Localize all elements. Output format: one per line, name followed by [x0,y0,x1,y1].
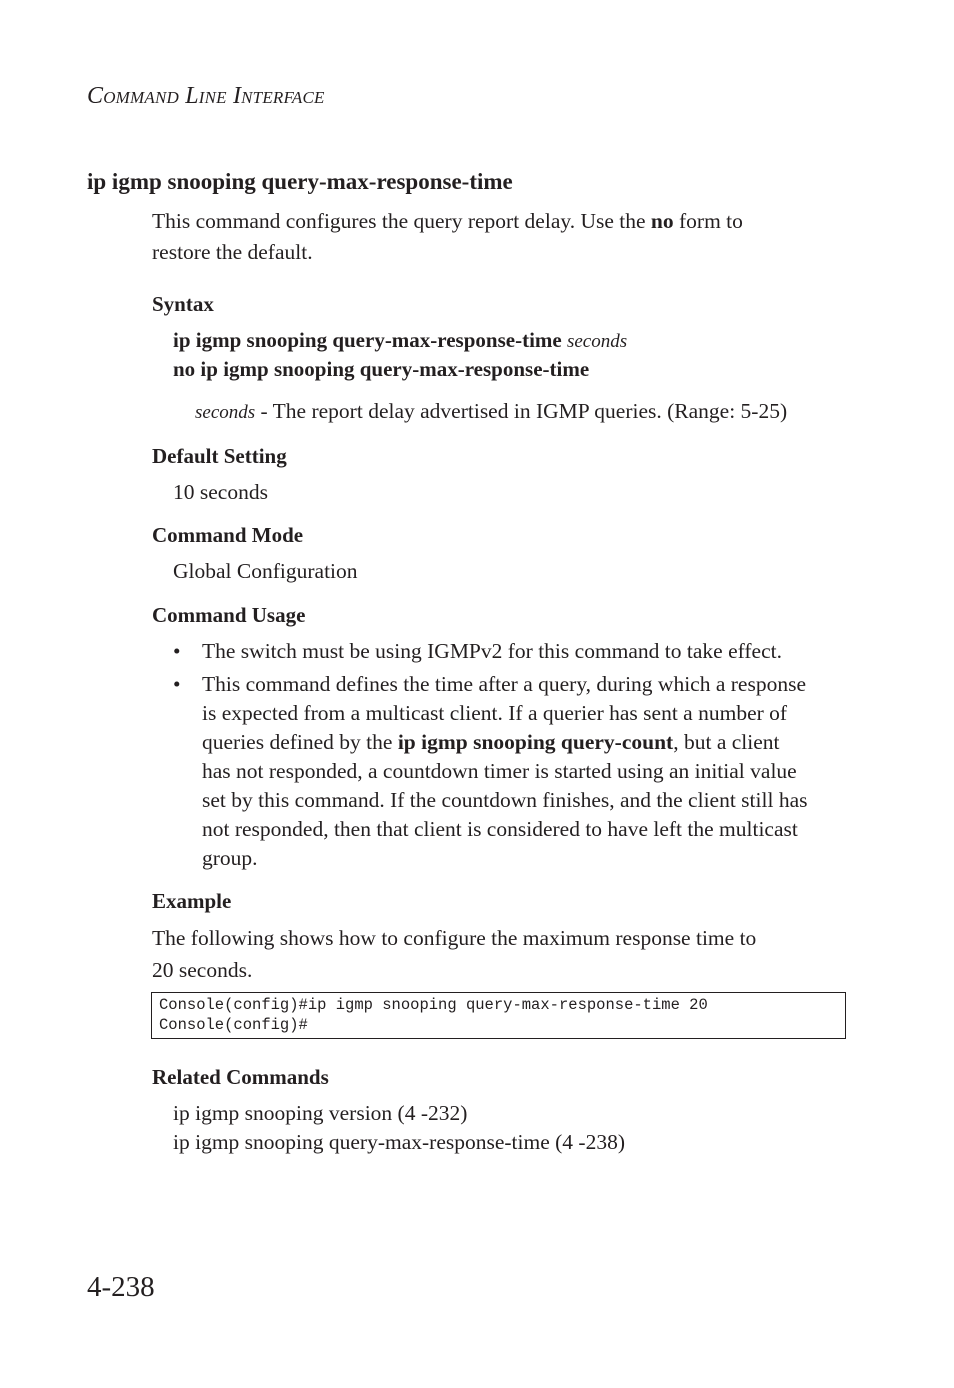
bullet-text: The switch must be using IGMPv2 for this command to take effect. [202,639,782,663]
default-setting-value: 10 seconds [173,480,268,504]
code-example-box [151,992,846,1039]
description-line-1 [152,206,743,236]
syntax-parameter: seconds [566,331,628,352]
command-mode-value: Global Configuration [173,559,358,583]
syntax-heading: Syntax [152,292,214,316]
running-header: Command Line Interface [87,83,325,109]
parameter-text: - The report delay advertised in IGMP queries. (Range: 5-25) [255,399,788,423]
command-usage-list [173,637,848,873]
bullet-text: This command defines the time after a query, during which a response [202,672,806,696]
command-usage-heading: Command Usage [152,603,306,627]
list-item [173,637,848,666]
syntax-line-2: no ip igmp snooping query-max-response-time [173,357,590,381]
description-text: form to [673,209,743,233]
related-command-item: ip igmp snooping version (4 -232) [173,1101,468,1125]
bullet-icon: • [173,672,181,696]
related-commands-heading: Related Commands [152,1065,329,1089]
example-text-line-1: The following shows how to configure the maximum response time to [152,926,757,950]
parameter-description [195,399,787,424]
page-number: 4-238 [87,1271,155,1303]
bullet-text: not responded, then that client is considered to have left the multicast [202,817,798,841]
example-heading: Example [152,889,232,913]
parameter-name: seconds [195,402,256,423]
code-line: Console(config)# [159,1016,308,1034]
bullet-text: has not responded, a countdown timer is started using an initial value [202,759,797,783]
bullet-text: queries defined by the [202,730,398,754]
syntax-command: ip igmp snooping query-max-response-time [173,328,562,352]
description-text: This command configures the query report delay. Use the [152,209,651,233]
no-keyword: no [650,209,674,233]
command-title: ip igmp snooping query-max-response-time [87,169,513,194]
bullet-icon: • [173,639,181,663]
description-line-2: restore the default. [152,240,313,264]
bullet-text: , but a client [673,730,780,754]
related-command-item: ip igmp snooping query-max-response-time (4 -238) [173,1130,626,1154]
bullet-text: group. [202,846,258,870]
list-item [173,670,848,873]
default-setting-heading: Default Setting [152,444,287,468]
bullet-text-line [202,728,848,757]
example-text-line-2: 20 seconds. [152,958,253,982]
command-reference: ip igmp snooping query-count [397,730,674,754]
command-mode-heading: Command Mode [152,523,304,547]
code-line: Console(config)#ip igmp snooping query-max-response-time 20 [159,996,708,1014]
bullet-text: is expected from a multicast client. If a querier has sent a number of [202,701,788,725]
syntax-line-1 [173,328,627,353]
bullet-text: set by this command. If the countdown finishes, and the client still has [202,788,808,812]
